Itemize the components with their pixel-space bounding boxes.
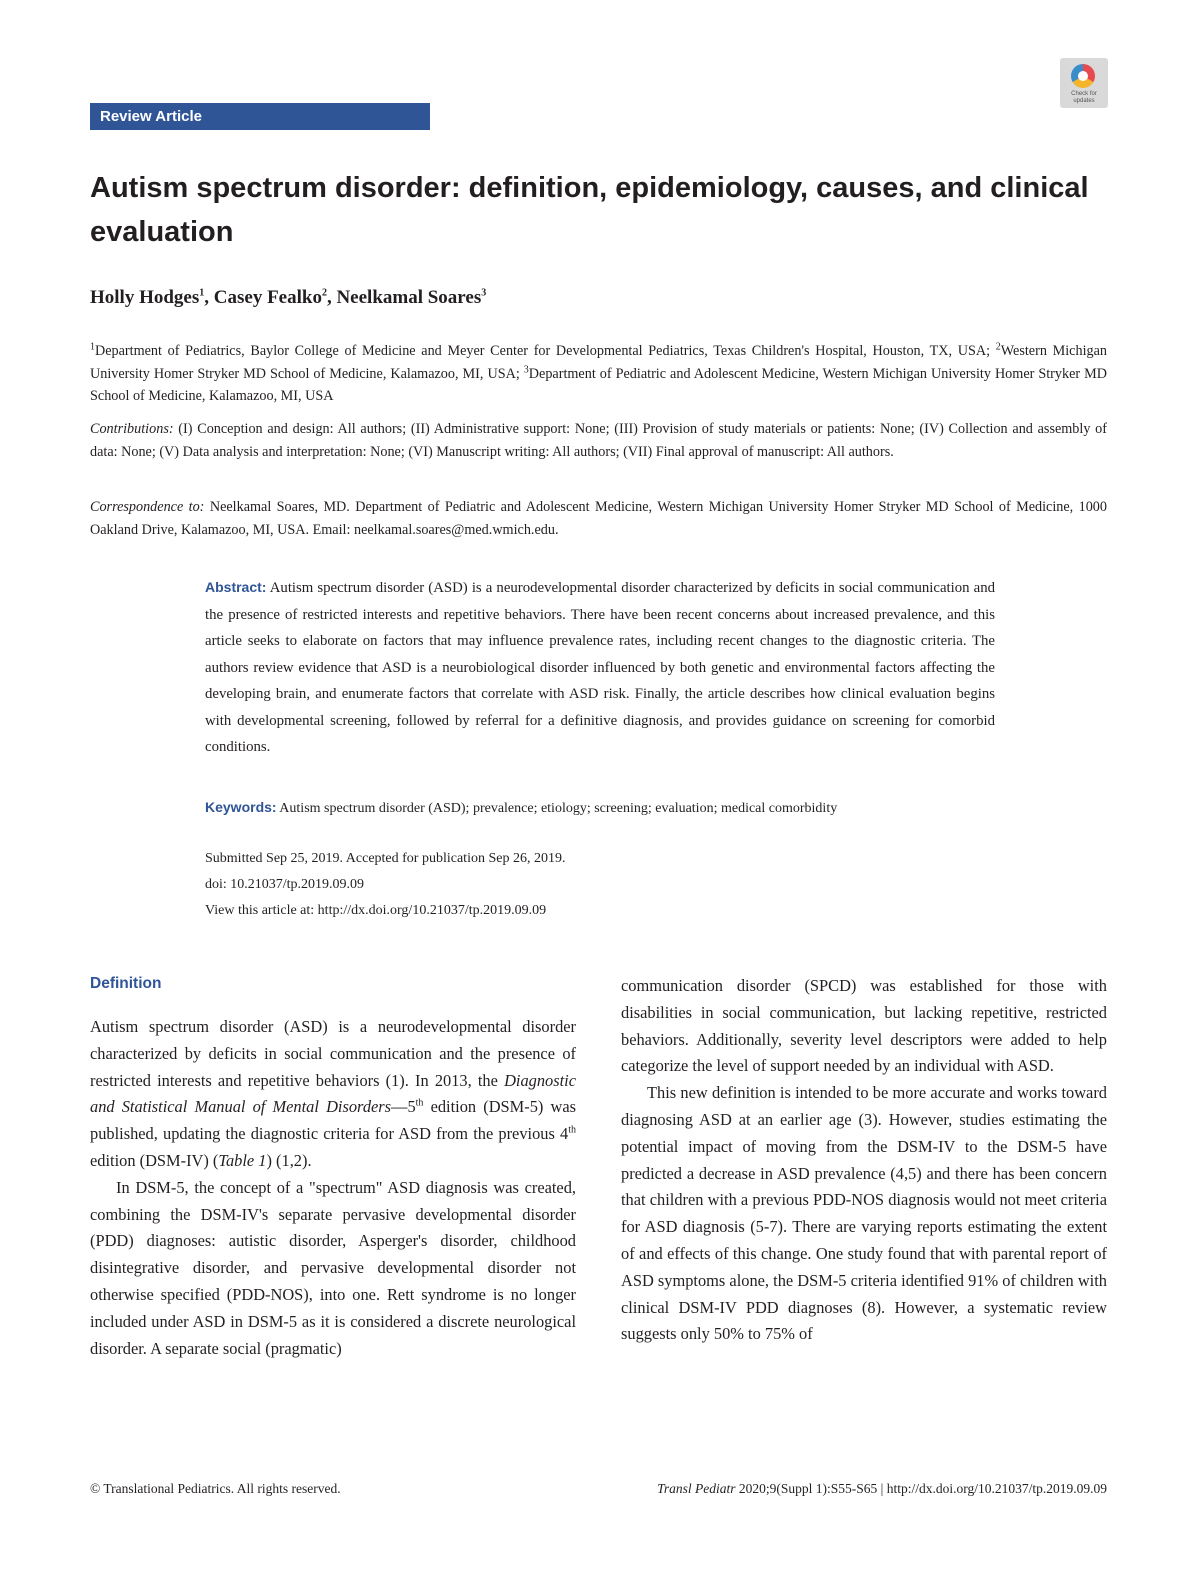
article-type-banner: Review Article	[90, 103, 430, 130]
affiliations	[90, 340, 1107, 408]
article-title: Autism spectrum disorder: definition, epidemiology, causes, and clinical evaluation	[90, 172, 1089, 248]
citation-text: 2020;9(Suppl 1):S55-S65 | http://dx.doi.org/10.21037/tp.2019.09.09	[735, 1481, 1107, 1496]
text-run: edition (DSM-IV) (	[90, 1150, 219, 1170]
keywords-label: Keywords:	[205, 799, 277, 815]
affiliation-sup: 3	[523, 363, 529, 375]
text-run: edition (DSM-5) was published, updating the diagnostic criteria for ASD from the previous 4	[90, 1097, 576, 1144]
abstract	[205, 574, 995, 761]
section-heading-definition: Definition	[90, 975, 162, 992]
paragraph: In DSM-5, the concept of a "spectrum" ASD diagnosis was created, combining the DSM-IV's separate pervasive developmental disorder (PDD) diagnoses: autistic disorder, Asperger's disorder, childhood disintegrative disorder, and pervasive developmental disorder not otherwise specified (PDD-NOS), into one. Rett syndrome is no longer included under ASD in DSM-5 as it is considered a discrete neurological disorder. A separate social (pragmatic)	[90, 1177, 576, 1358]
contributions-label: Contributions:	[90, 421, 174, 437]
submission-dates: Submitted Sep 25, 2019. Accepted for publication Sep 26, 2019.	[205, 851, 566, 866]
check-for-updates-badge[interactable]	[1060, 58, 1108, 108]
text-run: —5	[391, 1097, 416, 1117]
affiliation-text: Department of Pediatrics, Baylor College of Medicine and Meyer Center for Developmental Pediatrics, Texas Children's Hospital, Houston, TX, USA;	[95, 343, 996, 359]
crossmark-icon	[1071, 64, 1095, 88]
author-affiliation-sup: 3	[481, 287, 487, 299]
text-run: ) (1,2).	[266, 1150, 312, 1170]
article-url-link[interactable]: View this article at: http://dx.doi.org/10.21037/tp.2019.09.09	[205, 903, 547, 918]
left-column	[90, 1014, 576, 1362]
correspondence	[90, 496, 1107, 541]
footer-copyright: © Translational Pediatrics. All rights reserved.	[90, 1481, 341, 1496]
journal-abbrev: Transl Pediatr	[657, 1481, 736, 1496]
table-reference-link[interactable]: Table 1	[218, 1150, 267, 1170]
author-name: Holly Hodges	[90, 287, 200, 308]
check-for-updates-label: Check for updates	[1071, 91, 1097, 104]
correspondence-label: Correspondence to:	[90, 499, 205, 515]
keywords	[205, 796, 1005, 820]
right-column	[621, 973, 1107, 1348]
abstract-text: Autism spectrum disorder (ASD) is a neurodevelopmental disorder characterized by deficits in social communication and the presence of restricted interests and repetitive behaviors. There have been recent concerns about increased prevalence, and this article seeks to elaborate on factors that may influence prevalence rates, including recent changes to the diagnostic criteria. The authors review evidence that ASD is a neurobiological disorder influenced by both genetic and environmental factors affecting the developing brain, and enumerate factors that correlate with ASD risk. Finally, the article describes how clinical evaluation begins with developmental screening, followed by referral for a definitive diagnosis, and provides guidance on screening for comorbid conditions.	[205, 580, 995, 755]
keywords-text: Autism spectrum disorder (ASD); prevalence; etiology; screening; evaluation; medical comorbidity	[276, 801, 838, 816]
ordinal-sup: th	[568, 1124, 576, 1136]
affiliation-sup: 1	[90, 341, 95, 353]
author-list	[90, 287, 486, 309]
affiliation-text: Department of Pediatric and Adolescent Medicine, Western Michigan University Homer Stryker MD School of Medicine, Kalamazoo, MI, USA	[90, 365, 1107, 404]
footer-citation	[657, 1481, 1107, 1497]
correspondence-text: Neelkamal Soares, MD. Department of Pediatric and Adolescent Medicine, Western Michigan University Homer Stryker MD School of Medicine, 1000 Oakland Drive, Kalamazoo, MI, USA. Email: neelkamal.soares@med.wmich.edu.	[90, 499, 1107, 538]
ordinal-sup: th	[415, 1097, 424, 1109]
doi: doi: 10.21037/tp.2019.09.09	[205, 877, 365, 892]
author-separator: ,	[204, 287, 214, 308]
contributions-text: (I) Conception and design: All authors; (II) Administrative support: None; (III) Provision of study materials or patients: None; (IV) Collection and assembly of data: None; (V) Data analysis and interpretation: None; (VI) Manuscript writing: All authors; (VII) Final approval of manuscript: All authors.	[90, 421, 1107, 460]
dsm-title: Diagnostic and Statistical Manual of Mental Disorders	[90, 1070, 576, 1117]
author-name: Casey Fealko	[213, 287, 322, 308]
affiliation-text: Western Michigan University Homer Stryker MD School of Medicine, Kalamazoo, MI, USA;	[90, 343, 1107, 382]
text-run: Autism spectrum disorder (ASD) is a neurodevelopmental disorder characterized by deficits in social communication and the presence of restricted interests and repetitive behaviors (1). In 2013, the	[90, 1017, 576, 1090]
author-affiliation-sup: 1	[199, 287, 205, 299]
author-separator: ,	[326, 287, 337, 308]
abstract-label: Abstract:	[205, 579, 267, 595]
author-affiliation-sup: 2	[321, 287, 327, 299]
paragraph: communication disorder (SPCD) was established for those with disabilities in social communication, but lacking repetitive, restricted behaviors. Additionally, severity level descriptors were added to help categorize the level of support needed by an individual with ASD.	[621, 976, 1107, 1076]
contributions	[90, 418, 1107, 463]
author-name: Neelkamal Soares	[336, 287, 482, 308]
paragraph: This new definition is intended to be more accurate and works toward diagnosing ASD at an earlier age (3). However, studies estimating the potential impact of moving from the DSM-IV to the DSM-5 have predicted a decrease in ASD prevalence (4,5) and there has been concern that children with a previous PDD-NOS diagnosis would not meet criteria for ASD diagnosis (5-7). There are varying reports estimating the extent of and effects of this change. One study found that with parental report of ASD symptoms alone, the DSM-5 criteria identified 91% of children with clinical DSM-IV PDD diagnoses (8). However, a systematic review suggests only 50% to 75% of	[621, 1083, 1107, 1344]
paragraph	[90, 1014, 576, 1175]
affiliation-sup: 2	[995, 341, 1001, 353]
